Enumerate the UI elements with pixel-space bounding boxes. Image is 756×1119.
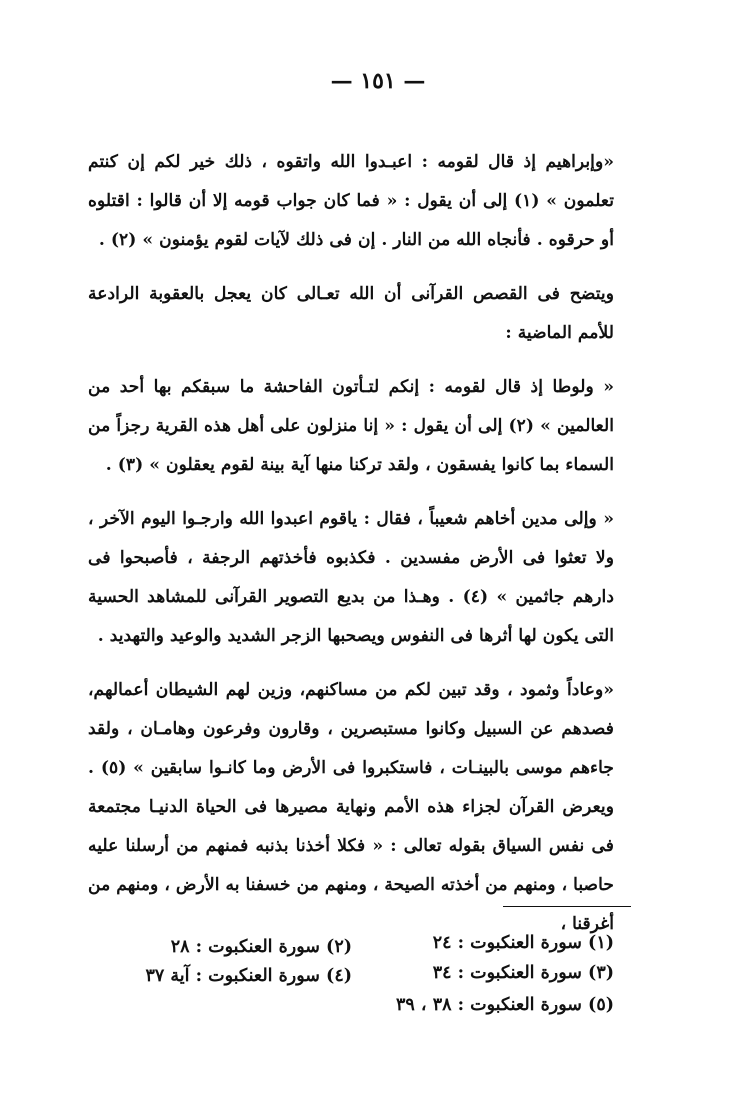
footnote-1: (١) سورة العنكبوت : ٢٤: [432, 933, 614, 953]
paragraph-aad-thamud: «وعاداً وثمود ، وقد تبين لكم من مساكنهم، وزين لهم الشيطان أعمالهم، فصدهم عن السبيل وكانوا مستبصرين ، وقارون وفرعون وهامـان ، ولقد جاءهم موسى بالبينـات ، فاستكبروا فى الأرض وما كانـوا سابقين » (٥) . ويعرض القرآن لجزاء هذه الأمم ونهاية مصيرها فى الحياة الدنيـا مجتمعة فى نفس السياق بقوله تعالى : « فكلا أخذنا بذنبه فمنهم من أرسلنا عليه حاصبا ، ومنهم من أخذته الصيحة ، ومنهم من خسفنا به الأرض ، ومنهم من أغرقنا ،: [88, 680, 614, 934]
paragraph-madyan: « وإلى مدين أخاهم شعيباً ، فقال : ياقوم اعبدوا الله وارجـوا اليوم الآخر ، ولا تعثوا فى الأرض مفسدين . فكذبوه فأخذتهم الرجفة ، فأصبحوا فى دارهم جاثمين » (٤) . وهـذا من بديع التصوير القرآنى للمشاهد الحسية التى يكون لها أثرها فى النفوس ويصحبها الزجر الشديد والوعيد والتهديد .: [88, 509, 614, 646]
footnote-3: (٣) سورة العنكبوت : ٣٤: [432, 963, 614, 983]
paragraph-punishment-intro: ويتضح فى القصص القرآنى أن الله تعـالى كان يعجل بالعقوبة الرادعة للأمم الماضية :: [88, 284, 614, 343]
footnote-separator: [503, 906, 631, 907]
footnote-2: (٢) سورة العنكبوت : ٢٨: [170, 937, 352, 957]
paragraph-lut: « ولوطا إذ قال لقومه : إنكم لتـأتون الفاحشة ما سبقكم بها أحد من العالمين » (٢) إلى أن يقول : « إنا منزلون على أهل هذه القرية رجزاً من السماء بما كانوا يفسقون ، ولقد تركنا منها آية بينة لقوم يعقلون » (٣) .: [88, 377, 614, 475]
footnote-4: (٤) سورة العنكبوت : آية ٣٧: [145, 966, 352, 986]
main-text: [88, 143, 614, 944]
page-number: — ١٥١ —: [330, 68, 426, 94]
paragraph-ibrahim: «وإبراهيم إذ قال لقومه : اعبـدوا الله واتقوه ، ذلك خير لكم إن كنتم تعلمون » (١) إلى أن يقول : « فما كان جواب قومه إلا أن قالوا : اقتلوه أو حرقوه . فأنجاه الله من النار . إن فى ذلك لآيات لقوم يؤمنون » (٢) .: [88, 152, 614, 250]
footnote-5: (٥) سورة العنكبوت : ٣٨ ، ٣٩: [396, 995, 614, 1015]
